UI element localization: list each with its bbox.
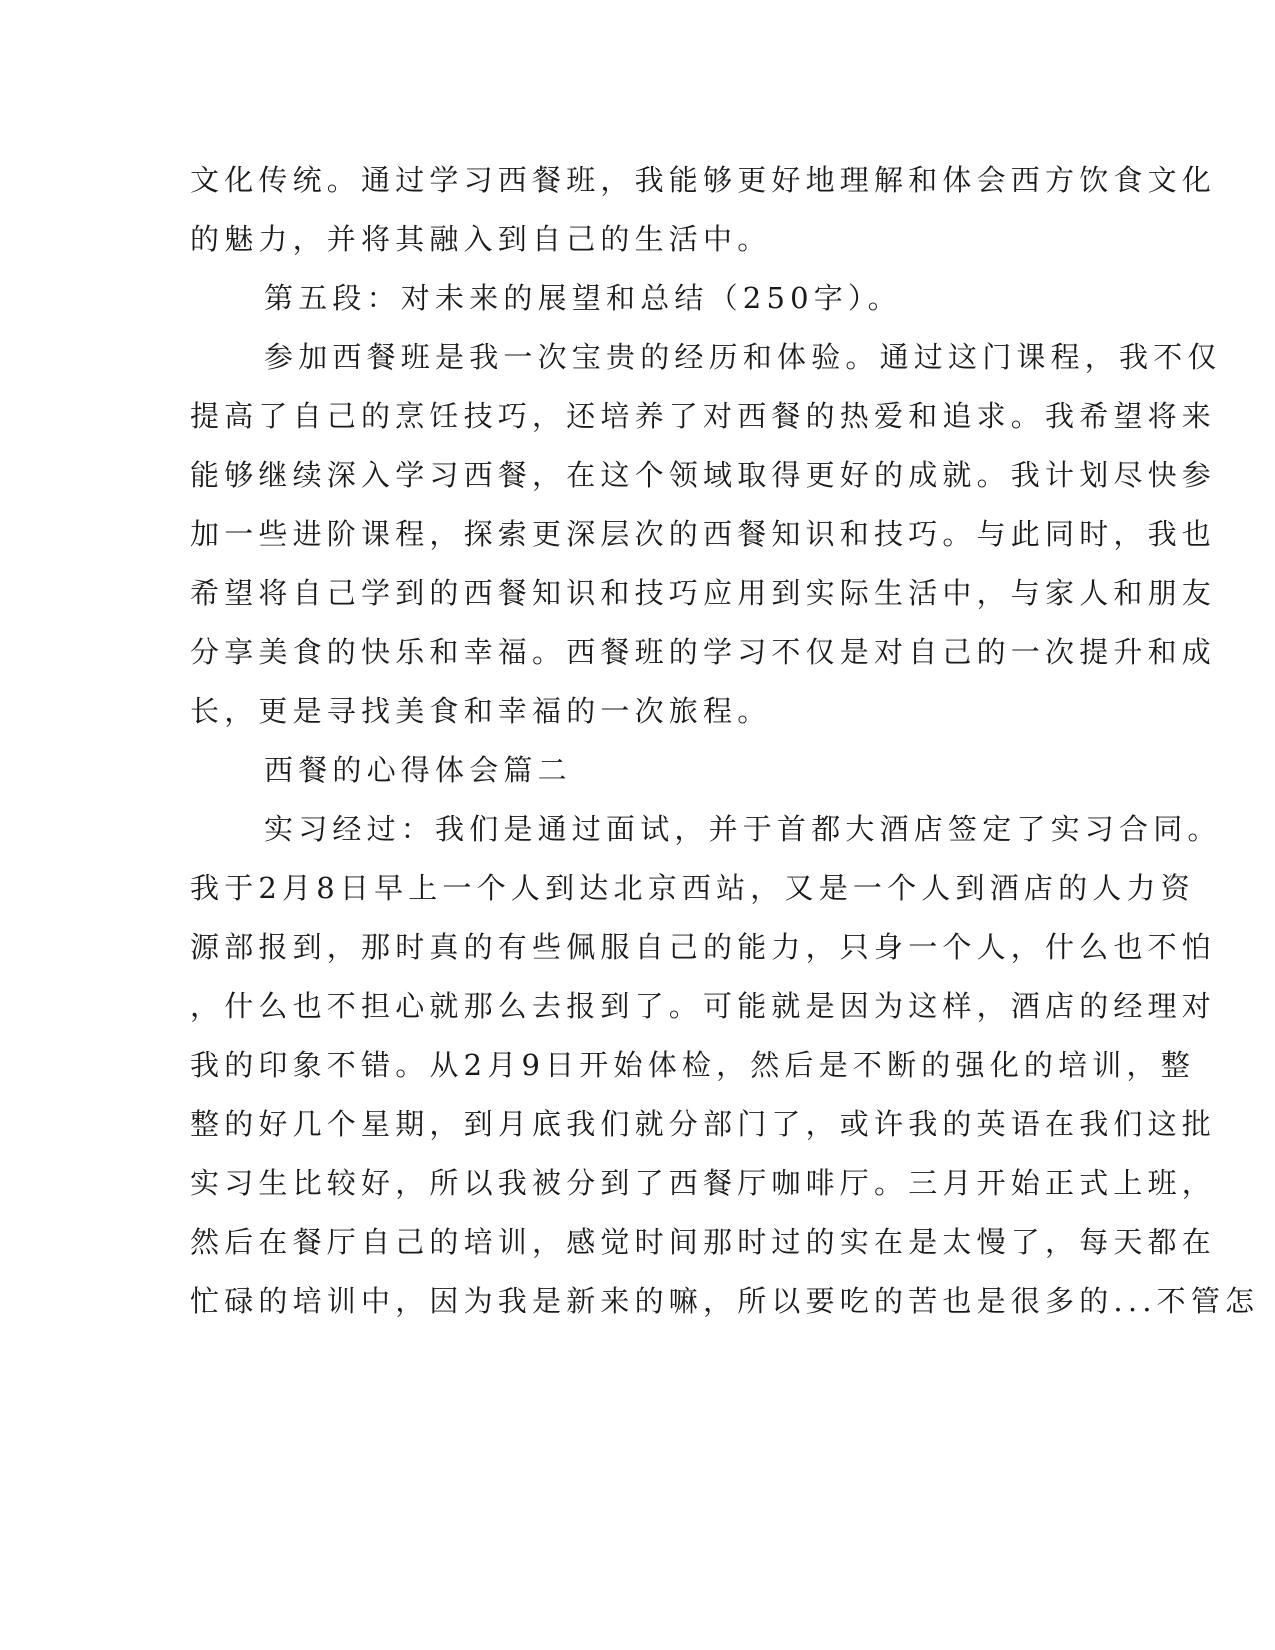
text-line: 的魅力，并将其融入到自己的生活中。 (190, 222, 772, 256)
text-line: 实习生比较好，所以我被分到了西餐厅咖啡厅。三月开始正式上班， (190, 1166, 1217, 1200)
text-line: 提高了自己的烹饪技巧，还培养了对西餐的热爱和追求。我希望将来 (190, 399, 1217, 433)
text-line: 参加西餐班是我一次宝贵的经历和体验。通过这门课程，我不仅 (264, 340, 1222, 374)
text-line: 分享美食的快乐和幸福。西餐班的学习不仅是对自己的一次提升和成 (190, 635, 1217, 669)
text-line: 整的好几个星期，到月底我们就分部门了，或许我的英语在我们这批 (190, 1107, 1217, 1141)
text-line: 源部报到，那时真的有些佩服自己的能力，只身一个人，什么也不怕 (190, 930, 1217, 964)
text-line: 然后在餐厅自己的培训，感觉时间那时过的实在是太慢了，每天都在 (190, 1225, 1217, 1259)
text-line: 文化传统。通过学习西餐班，我能够更好地理解和体会西方饮食文化 (190, 163, 1217, 197)
text-line: 实习经过：我们是通过面试，并于首都大酒店签定了实习合同。 (264, 812, 1222, 846)
text-line: ，什么也不担心就那么去报到了。可能就是因为这样，酒店的经理对 (190, 989, 1217, 1023)
text-line: 忙碌的培训中，因为我是新来的嘛，所以要吃的苦也是很多的...不管怎 (190, 1284, 1260, 1318)
text-line: 我于2月8日早上一个人到达北京西站，又是一个人到酒店的人力资 (190, 871, 1195, 905)
text-line: 能够继续深入学习西餐，在这个领域取得更好的成就。我计划尽快参 (190, 458, 1217, 492)
article-title: 西餐的心得体会篇二 (264, 753, 572, 787)
section-heading: 第五段：对未来的展望和总结（250字）。 (264, 281, 902, 315)
text-line: 希望将自己学到的西餐知识和技巧应用到实际生活中，与家人和朋友 (190, 576, 1217, 610)
text-line: 加一些进阶课程，探索更深层次的西餐知识和技巧。与此同时，我也 (190, 517, 1217, 551)
text-line: 长，更是寻找美食和幸福的一次旅程。 (190, 694, 772, 728)
text-line: 我的印象不错。从2月9日开始体检，然后是不断的强化的培训，整 (190, 1048, 1195, 1082)
